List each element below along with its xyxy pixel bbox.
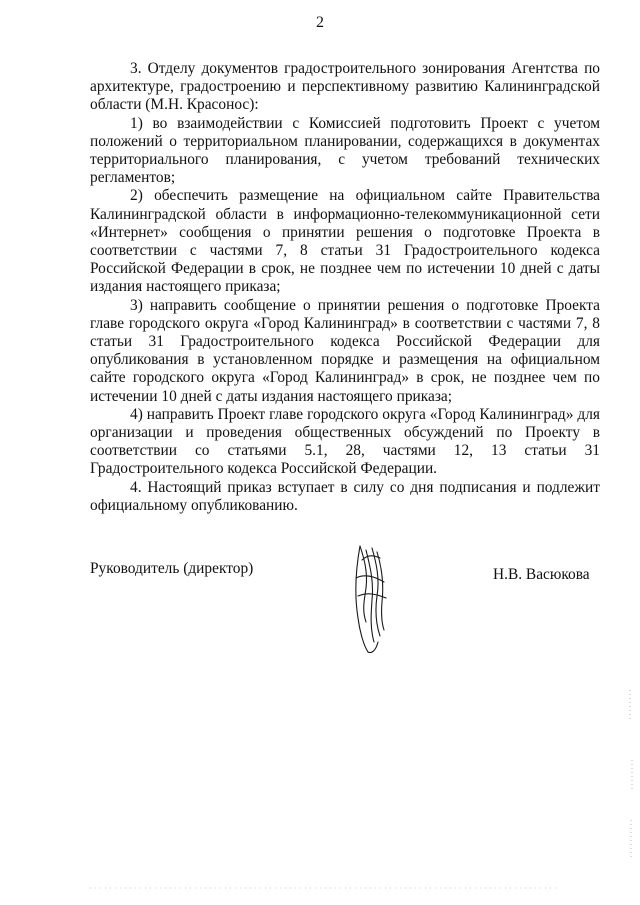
paragraph-subitem-1: 1) во взаимодействии с Комиссией подготовить Проект с учетом положений о территориальном планировании, содержащихся в документах территориального планирования, с учетом требований технических регламентов;: [90, 114, 600, 187]
handwritten-signature: [346, 538, 396, 658]
page-number: 2: [316, 14, 324, 31]
signatory-name: Н.В. Васюкова: [493, 566, 590, 583]
document-body: [90, 60, 600, 515]
signatory-title: Руководитель (директор): [90, 560, 254, 577]
paragraph-subitem-2: 2) обеспечить размещение на официальном сайте Правительства Калининградской области в информационно-телекоммуникационной сети «Интернет» сообщения о принятии решения о подготовке Проекта в соответствии с частями 7, 8 статьи 31 Градостроительного кодекса Российской Федерации в срок, не позднее чем по истечении 10 дней с даты издания настоящего приказа;: [90, 187, 600, 296]
paragraph-item-4: 4. Настоящий приказ вступает в силу со дня подписания и подлежит официальному опубликованию.: [90, 478, 600, 514]
paragraph-subitem-3: 3) направить сообщение о принятии решения о подготовке Проекта главе городского округа «Город Калининград» в соответствии с частями 7, 8 статьи 31 Градостроительного кодекса Российской Федерации для опубликования в установленном порядке и размещения на официальном сайте городского округа «Город Калининград» в срок, не позднее чем по истечении 10 дней с даты издания настоящего приказа;: [90, 296, 600, 405]
paragraph-subitem-4: 4) направить Проект главе городского округа «Город Калининград» для организации и проведения общественных обсуждений по Проекту в соответствии со статьями 5.1, 28, частями 12, 13 статьи 31 Градостроительного кодекса Российской Федерации.: [90, 405, 600, 478]
paragraph-item-3: 3. Отделу документов градостроительного зонирования Агентства по архитектуре, градостроению и перспективному развитию Калининградской области (М.Н. Красонос):: [90, 60, 600, 114]
